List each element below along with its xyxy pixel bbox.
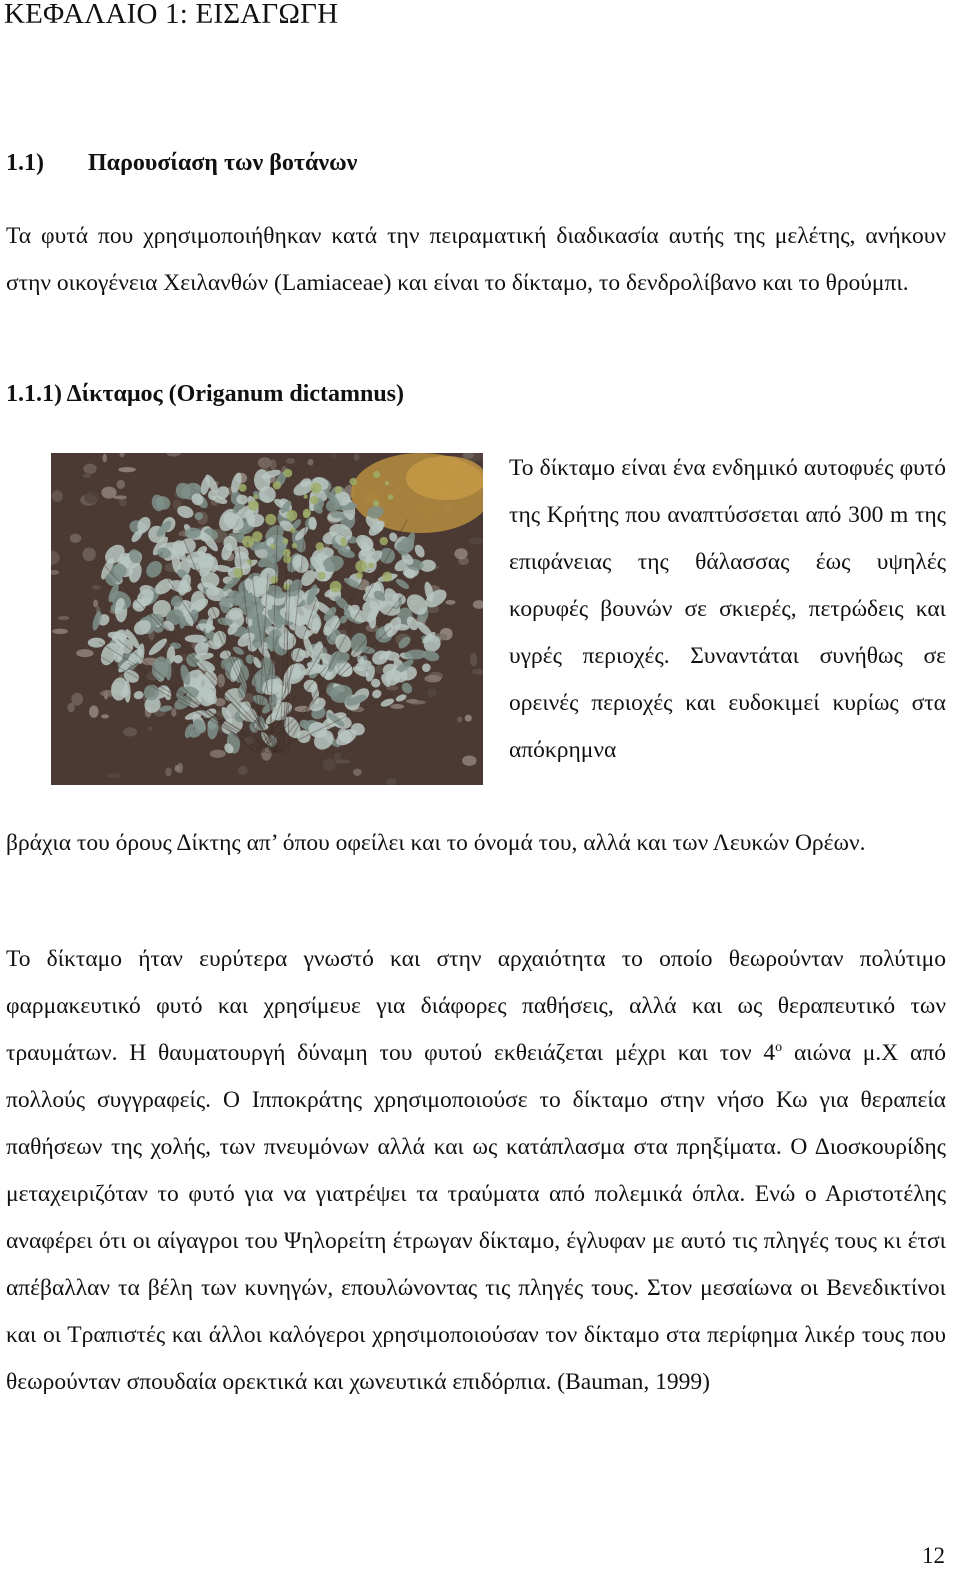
section-title: Παρουσίαση των βοτάνων <box>88 150 358 176</box>
page-number: 12 <box>922 1543 945 1568</box>
plant-photo-graphic <box>51 453 483 785</box>
history-paragraph <box>6 936 946 1406</box>
dittany-plant-photo <box>51 453 483 785</box>
section-heading <box>6 150 357 177</box>
history-text-part1: Το δίκταμο ήταν ευρύτερα γνωστό και στην αρχαιότητα το οποίο θεωρούνταν πολύτιμο φαρμακευτικό φυτό και χρησίμευε για διάφορες παθήσεις, αλλά και ως θεραπευτικό των τραυμάτων. Η θαυματουργή δύναμη του φυτού εκθειάζεται μέχρι και τον 4 <box>6 946 946 1066</box>
dittany-description-continuation: βράχια του όρους Δίκτης απ’ όπου οφείλει και το όνομά του, αλλά και των Λευκών Ορέων. <box>6 830 866 856</box>
chapter-title: ΚΕΦΑΛΑΙΟ 1: ΕΙΣΑΓΩΓΗ <box>4 0 339 30</box>
ordinal-superscript: ο <box>775 1040 783 1056</box>
intro-paragraph: Τα φυτά που χρησιμοποιήθηκαν κατά την πειραματική διαδικασία αυτής της μελέτης, ανήκουν στην οικογένεια Χειλανθών (Lamiaceae) και είναι το δίκταμο, το δενδρολίβανο και το θρούμπι. <box>6 223 946 296</box>
dittany-description-paragraph: Το δίκταμο είναι ένα ενδημικό αυτοφυές φυτό της Κρήτης που αναπτύσσεται από 300 m της επιφάνειας της θάλασσας έως υψηλές κορυφές βουνών σε σκιερές, πετρώδεις και υγρές περιοχές. Συναντάται συνήθως σε ορεινές περιοχές και ευδοκιμεί κυρίως στα απόκρημνα <box>509 455 946 763</box>
subsection-heading: 1.1.1) Δίκταμος (Origanum dictamnus) <box>6 381 405 407</box>
section-number: 1.1) <box>6 150 44 176</box>
history-text-part2: αιώνα μ.Χ από πολλούς συγγραφείς. Ο Ιπποκράτης χρησιμοποιούσε το δίκταμο στην νήσο Κω για θεραπεία παθήσεων της χολής, των πνευμόνων αλλά και ως κατάπλασμα στα πρηξίματα. Ο Διοσκουρίδης μεταχειριζόταν το φυτό για να γιατρέψει τα τραύματα από πολεμικά όπλα. Ενώ ο Αριστοτέλης αναφέρει ότι οι αίγαγροι του Ψηλορείτη έτρωγαν δίκταμο, έγλυφαν με αυτό τις πληγές τους κι έτσι απέβαλλαν τα βέλη των κυνηγών, επουλώνοντας τις πληγές τους. Στον μεσαίωνα οι Βενεδικτίνοι και οι Τραπιστές και άλλοι καλόγεροι χρησιμοποιούσαν τον δίκταμο στα περίφημα λικέρ τους που θεωρούνταν σπουδαία ορεκτικά και χωνευτικά επιδόρπια. (Bauman, 1999) <box>6 1040 946 1395</box>
